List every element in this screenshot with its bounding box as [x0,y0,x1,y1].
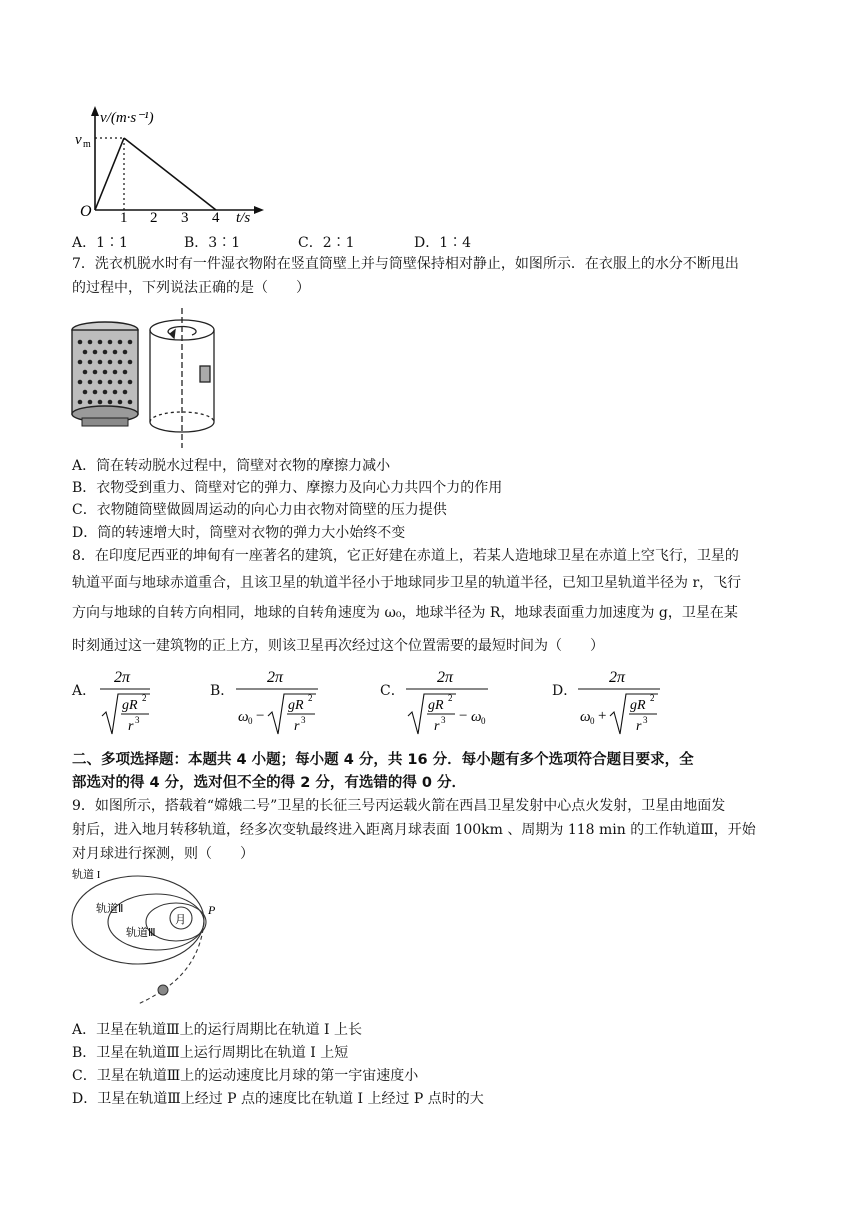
q9-stem-line1: 9．如图所示，搭载着“嫦娥二号”卫星的长征三号丙运载火箭在西昌卫星发射中心点火发射，卫星由地面发 [72,798,726,814]
q8-stem-line4: 时刻通过这一建筑物的正上方，则该卫星再次经过这个位置需要的最短时间为（ ） [72,638,604,654]
q9-option-c[interactable]: C．卫星在轨道Ⅲ上的运动速度比月球的第一宇宙速度小 [72,1068,419,1084]
svg-text:gR: gR [122,698,138,713]
svg-text:r: r [636,719,642,734]
q8-option-a-letter[interactable]: A． [72,683,97,699]
svg-text:3: 3 [441,715,446,725]
svg-text:r: r [434,719,440,734]
svg-text:r: r [294,719,300,734]
svg-text:ω: ω [238,709,249,725]
q8-option-a-formula[interactable] [96,664,156,740]
graph-accel-line [95,138,124,210]
svg-text:gR: gR [288,698,304,713]
svg-text:3: 3 [135,715,140,725]
section2-heading-line1: 二、多项选择题：本题共 4 小题；每小题 4 分，共 16 分．每小题有多个选项符合题目要求，全 [72,752,694,768]
q8-option-d-letter[interactable]: D． [552,683,578,699]
q8-stem-line3: 方向与地球的自转方向相同，地球的自转角速度为 ω₀，地球半径为 R，地球表面重力加速度为 g，卫星在某 [72,605,738,621]
numerator: 2π [114,669,131,686]
orbit-3-label: 轨道Ⅲ [126,927,156,939]
svg-text:3: 3 [301,715,306,725]
q8-option-c-letter[interactable]: C． [380,683,405,699]
x-axis-label: t/s [236,210,251,225]
x-tick-1: 1 [120,210,128,225]
q6-option-a[interactable]: A．1∶1 [72,235,128,251]
q7-option-d[interactable]: D．筒的转速增大时，筒壁对衣物的弹力大小始终不变 [72,525,406,541]
vm-label: v [75,132,82,148]
q9-option-d[interactable]: D．卫星在轨道Ⅲ上经过 P 点的速度比在轨道 I 上经过 P 点时的大 [72,1091,484,1107]
origin-label: O [80,203,92,220]
q8-stem-line2: 轨道平面与地球赤道重合，且该卫星的轨道半径小于地球同步卫星的轨道半径，已知卫星轨道半径为 r，飞行 [72,575,742,591]
washing-machine-figure [68,308,228,448]
q7-option-a[interactable]: A．筒在转动脱水过程中，筒壁对衣物的摩擦力减小 [72,458,391,474]
svg-text:2: 2 [142,693,147,703]
svg-text:ω: ω [580,709,591,725]
rotating-cylinder-icon [150,308,214,448]
q7-stem-line1: 7．洗衣机脱水时有一件湿衣物附在竖直筒壁上并与筒壁保持相对静止，如图所示．在衣服上的水分不断甩出 [72,256,739,272]
q8-option-b-formula[interactable] [234,664,324,740]
svg-text:2: 2 [308,693,313,703]
graph-decel-line [124,138,216,210]
x-tick-3: 3 [181,210,189,225]
svg-text:2π: 2π [609,669,626,686]
q8-stem-line1: 8．在印度尼西亚的坤甸有一座著名的建筑，它正好建在赤道上，若某人造地球卫星在赤道上空飞行，卫星的 [72,548,739,564]
velocity-time-graph [70,100,270,225]
svg-text:0: 0 [481,716,486,726]
q9-option-b[interactable]: B．卫星在轨道Ⅲ上运行周期比在轨道 I 上短 [72,1045,349,1061]
svg-text:2π: 2π [437,669,454,686]
svg-text:gR: gR [630,698,646,713]
q8-option-c-formula[interactable] [404,664,494,740]
svg-text:2: 2 [448,693,453,703]
svg-text:r: r [128,719,134,734]
svg-text:−: − [256,708,265,724]
y-axis-label: v/(m·s⁻¹) [100,110,154,126]
svg-text:2π: 2π [267,669,284,686]
orbit-1-label: 轨道 I [72,869,101,881]
q7-stem-line2: 的过程中，下列说法正确的是（ ） [72,280,310,296]
q9-stem-line3: 对月球进行探测，则（ ） [72,846,254,862]
svg-text:2: 2 [650,693,655,703]
q8-option-b-letter[interactable]: B． [210,683,235,699]
svg-text:3: 3 [643,715,648,725]
lunar-orbit-figure [68,864,228,1012]
svg-text:0: 0 [248,716,253,726]
svg-text:−: − [459,708,468,724]
vm-sub: m [83,139,91,150]
x-tick-2: 2 [150,210,158,225]
q6-option-c[interactable]: C．2∶1 [298,235,355,251]
q7-option-c[interactable]: C．衣物随筒壁做圆周运动的向心力由衣物对筒壁的压力提供 [72,502,447,518]
svg-text:ω: ω [471,709,482,725]
section2-heading-line2: 部选对的得 4 分，选对但不全的得 2 分，有选错的得 0 分． [72,775,467,791]
svg-text:gR: gR [428,698,444,713]
point-p-label: P [208,903,216,917]
q6-option-b[interactable]: B．3∶1 [184,235,241,251]
q6-option-d[interactable]: D．1∶4 [414,235,472,251]
perforated-drum-icon [72,322,138,426]
moon-label: 月 [175,914,186,926]
orbit-2-label: 轨道Ⅱ [96,903,124,915]
satellite-icon [158,985,168,995]
q7-option-b[interactable]: B．衣物受到重力、筒壁对它的弹力、摩擦力及向心力共四个力的作用 [72,480,503,496]
x-tick-4: 4 [212,210,220,225]
q9-stem-line2: 射后，进入地月转移轨道，经多次变轨最终进入距离月球表面 100km 、周期为 118 min 的工作轨道Ⅲ，开始 [72,822,756,838]
q8-option-d-formula[interactable] [576,664,666,740]
svg-text:0: 0 [590,716,595,726]
svg-text:+: + [598,708,607,724]
q9-option-a[interactable]: A．卫星在轨道Ⅲ上的运行周期比在轨道 I 上长 [72,1022,363,1038]
